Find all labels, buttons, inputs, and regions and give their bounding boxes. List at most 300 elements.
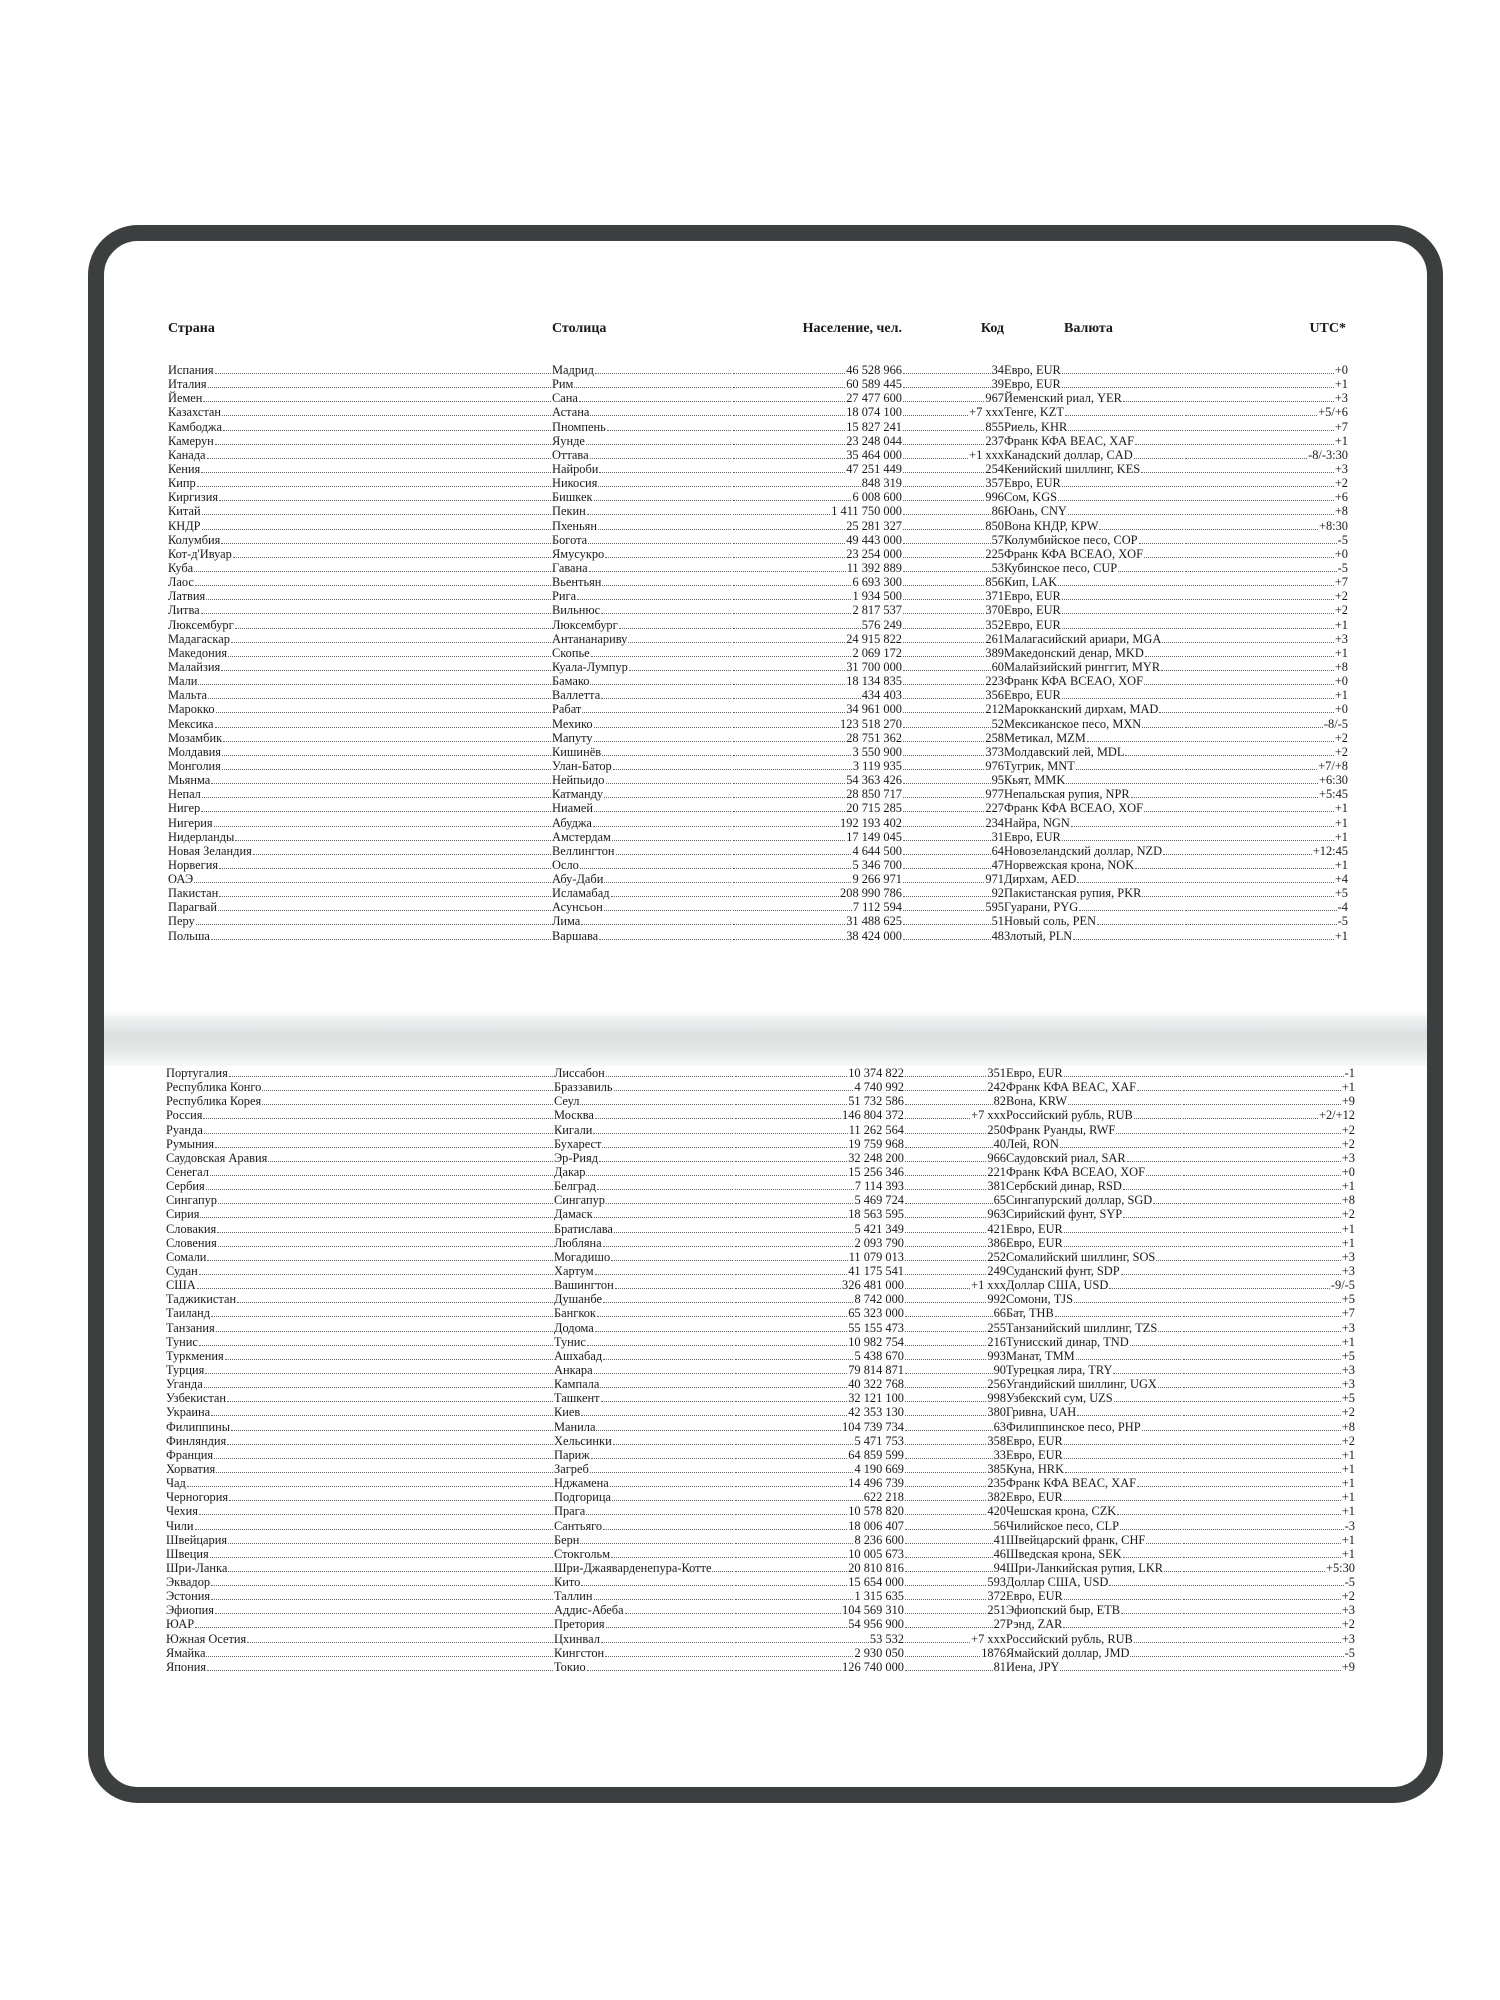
country-cell <box>168 504 552 518</box>
code-cell-text: 356 <box>985 688 1004 703</box>
currency-cell <box>1004 717 1184 731</box>
population-cell <box>734 1094 904 1108</box>
country-cell-text: Франция <box>166 1447 214 1462</box>
capital-cell-text: Браззавиль <box>554 1080 613 1095</box>
population-cell <box>734 1603 904 1617</box>
table-row <box>168 490 1348 504</box>
table-row <box>166 1250 1355 1264</box>
utc-cell-text: +1 <box>1341 1546 1355 1561</box>
population-cell <box>732 872 902 886</box>
dot-leader <box>587 1335 733 1346</box>
table-row <box>168 801 1348 815</box>
dot-leader <box>1185 561 1337 572</box>
utc-cell-text: +9 <box>1341 1094 1355 1109</box>
population-cell <box>732 533 902 547</box>
table-row <box>168 900 1348 914</box>
capital-cell-text: Манила <box>554 1419 596 1434</box>
code-cell <box>902 872 1004 886</box>
country-cell <box>166 1292 554 1306</box>
currency-cell-text: Тунисский динар, TND <box>1006 1334 1129 1349</box>
code-cell-text: 967 <box>985 391 1004 406</box>
dot-leader <box>581 1575 733 1586</box>
table-row <box>168 858 1348 872</box>
dot-leader <box>1185 816 1334 827</box>
capital-cell <box>552 674 732 688</box>
currency-cell-text: Мексиканское песо, MXN <box>1004 716 1142 731</box>
dot-leader <box>1185 717 1323 728</box>
capital-cell <box>554 1434 734 1448</box>
table-row <box>166 1207 1355 1221</box>
dot-leader <box>1183 1377 1341 1388</box>
utc-cell <box>1184 787 1348 801</box>
dot-leader <box>905 1108 970 1119</box>
population-cell-text: 15 256 346 <box>848 1164 904 1179</box>
dot-leader <box>903 434 984 445</box>
country-cell-text: Таджикистан <box>166 1292 237 1307</box>
country-cell-text: Молдавия <box>168 744 221 759</box>
utc-cell-text: +6:30 <box>1318 773 1348 788</box>
capital-cell <box>552 476 732 490</box>
utc-cell <box>1184 405 1348 419</box>
code-cell <box>902 363 1004 377</box>
dot-leader <box>1183 1094 1341 1105</box>
currency-cell-text: Дирхам, AED <box>1004 872 1077 887</box>
population-cell-text: 5 346 700 <box>852 857 902 872</box>
dot-leader <box>733 731 845 742</box>
dot-leader <box>616 844 731 855</box>
capital-cell-text: Подгорица <box>554 1490 612 1505</box>
population-cell-text: 18 006 407 <box>848 1518 904 1533</box>
code-cell-text: 966 <box>987 1150 1006 1165</box>
country-cell <box>166 1603 554 1617</box>
code-cell-text: 254 <box>985 461 1004 476</box>
capital-cell-text: Скопье <box>552 645 590 660</box>
country-cell-text: Кипр <box>168 476 196 491</box>
dot-leader <box>1064 1434 1181 1445</box>
population-cell-text: 10 005 673 <box>848 1546 904 1561</box>
dot-leader <box>735 1448 847 1459</box>
code-cell <box>902 688 1004 702</box>
dot-leader <box>905 1179 986 1190</box>
dot-leader <box>905 1391 986 1402</box>
capital-cell <box>552 363 732 377</box>
capital-cell-text: Эр-Рияд <box>554 1150 599 1165</box>
population-cell <box>732 490 902 504</box>
country-cell-text: Парагвай <box>168 900 218 915</box>
dot-leader <box>580 1533 733 1544</box>
dot-leader <box>1062 363 1183 374</box>
dot-leader <box>733 688 861 699</box>
currency-cell-text: Франк Руанды, RWF <box>1006 1122 1116 1137</box>
country-cell-text: Таиланд <box>166 1306 211 1321</box>
capital-cell <box>554 1165 734 1179</box>
code-cell-text: 65 <box>993 1193 1006 1208</box>
code-cell <box>902 914 1004 928</box>
currency-cell-text: Евро, EUR <box>1006 1490 1063 1505</box>
dot-leader <box>733 717 839 728</box>
population-cell-text: 5 438 670 <box>854 1348 904 1363</box>
utc-cell <box>1182 1377 1355 1391</box>
dot-leader <box>262 1080 553 1091</box>
code-cell <box>904 1179 1006 1193</box>
capital-cell <box>552 575 732 589</box>
population-cell-text: 326 481 000 <box>842 1278 904 1293</box>
capital-cell <box>554 1193 734 1207</box>
code-cell <box>904 1632 1006 1646</box>
country-cell <box>166 1321 554 1335</box>
capital-cell <box>552 830 732 844</box>
population-cell <box>734 1561 904 1575</box>
code-cell <box>902 632 1004 646</box>
population-cell-text: 23 248 044 <box>846 433 902 448</box>
population-cell-text: 192 193 402 <box>840 815 902 830</box>
dot-leader <box>228 1561 553 1572</box>
table-row <box>168 519 1348 533</box>
capital-cell <box>552 646 732 660</box>
currency-cell-text: Евро, EUR <box>1006 1066 1063 1080</box>
dot-leader <box>1185 490 1334 501</box>
currency-cell-text: Евро, EUR <box>1006 1447 1063 1462</box>
currency-cell <box>1004 830 1184 844</box>
dot-leader <box>606 1617 733 1628</box>
dot-leader <box>735 1250 848 1261</box>
currency-cell <box>1006 1603 1182 1617</box>
currency-cell <box>1006 1193 1182 1207</box>
dot-leader <box>903 618 984 629</box>
dot-leader <box>735 1236 853 1247</box>
country-cell <box>166 1519 554 1533</box>
currency-cell <box>1006 1561 1182 1575</box>
currency-cell-text: Чилийское песо, CLP <box>1006 1518 1120 1533</box>
capital-cell-text: Аддис-Абеба <box>554 1603 624 1618</box>
table-row <box>166 1391 1355 1405</box>
currency-cell <box>1006 1306 1182 1320</box>
dot-leader <box>206 589 551 600</box>
capital-cell-text: Люксембург <box>552 617 618 632</box>
utc-cell <box>1184 801 1348 815</box>
dot-leader <box>604 787 731 798</box>
country-cell-text: Саудовская Аравия <box>166 1150 268 1165</box>
dot-leader <box>581 1405 733 1416</box>
dot-leader <box>735 1575 847 1586</box>
utc-cell <box>1184 674 1348 688</box>
utc-cell <box>1184 363 1348 377</box>
capital-cell-text: Оттава <box>552 447 589 462</box>
currency-cell-text: Тенге, KZT <box>1004 405 1064 420</box>
dot-leader <box>597 1306 733 1317</box>
dot-leader <box>605 1646 733 1657</box>
table-row <box>168 363 1348 377</box>
dot-leader <box>215 1137 553 1148</box>
table-row <box>166 1490 1355 1504</box>
dot-leader <box>733 801 845 812</box>
code-cell-text: 41 <box>993 1532 1006 1547</box>
capital-cell-text: Мапуту <box>552 730 593 745</box>
country-cell <box>166 1094 554 1108</box>
dot-leader <box>1135 858 1183 869</box>
code-cell <box>902 519 1004 533</box>
header-capital: Столица <box>552 321 607 336</box>
population-cell-text: 47 251 449 <box>846 461 902 476</box>
capital-cell-text: Веллингтон <box>552 843 615 858</box>
country-cell-text: Люксембург <box>168 617 234 632</box>
capital-cell-text: Амстердам <box>552 829 611 844</box>
dot-leader <box>905 1264 986 1275</box>
utc-cell <box>1182 1660 1355 1674</box>
currency-cell-text: Евро, EUR <box>1004 688 1061 703</box>
dot-leader <box>207 1250 553 1261</box>
table-row <box>166 1434 1355 1448</box>
dot-leader <box>602 1137 733 1148</box>
dot-leader <box>1185 759 1317 770</box>
capital-cell <box>552 632 732 646</box>
code-cell-text: 1876 <box>981 1645 1006 1660</box>
population-cell <box>734 1335 904 1349</box>
code-cell-text: 53 <box>991 560 1004 575</box>
dot-leader <box>233 547 551 558</box>
country-cell-text: Литва <box>168 603 200 618</box>
utc-cell-text: +3 <box>1341 1377 1355 1392</box>
country-cell-text: Сингапур <box>166 1193 217 1208</box>
dot-leader <box>903 462 984 473</box>
currency-cell-text: Гуарани, PYG <box>1004 900 1079 915</box>
dot-leader <box>587 1660 733 1671</box>
dot-leader <box>594 1207 733 1218</box>
currency-cell-text: Юань, CNY <box>1004 504 1067 519</box>
capital-cell-text: Богота <box>552 532 588 547</box>
dot-leader <box>204 1123 553 1134</box>
country-cell <box>168 858 552 872</box>
utc-cell-text: +2 <box>1341 1122 1355 1137</box>
dot-leader <box>235 830 551 841</box>
population-cell <box>734 1405 904 1419</box>
capital-cell <box>552 745 732 759</box>
capital-cell-text: Хельсинки <box>554 1433 612 1448</box>
currency-cell-text: Кип, LAK <box>1004 575 1058 590</box>
population-cell <box>732 420 902 434</box>
code-cell <box>904 1660 1006 1674</box>
utc-cell <box>1182 1250 1355 1264</box>
code-cell-text: 381 <box>987 1179 1006 1194</box>
code-cell <box>902 900 1004 914</box>
population-cell <box>734 1222 904 1236</box>
table-row <box>166 1547 1355 1561</box>
dot-leader <box>905 1321 986 1332</box>
dot-leader <box>733 575 851 586</box>
currency-cell <box>1004 476 1184 490</box>
country-cell <box>168 533 552 547</box>
currency-cell-text: Ямайский доллар, JMD <box>1006 1645 1130 1660</box>
capital-cell-text: Катманду <box>552 787 604 802</box>
dot-leader <box>1185 787 1318 798</box>
capital-cell <box>554 1660 734 1674</box>
country-cell <box>168 759 552 773</box>
dot-leader <box>905 1377 986 1388</box>
code-cell <box>902 462 1004 476</box>
dot-leader <box>905 1236 986 1247</box>
currency-cell <box>1006 1434 1182 1448</box>
capital-cell-text: Рабат <box>552 702 582 717</box>
dot-leader <box>905 1349 986 1360</box>
dot-leader <box>604 872 731 883</box>
population-cell-text: 848 319 <box>861 476 902 491</box>
utc-cell-text: +1 <box>1341 1221 1355 1236</box>
capital-cell-text: Бишкек <box>552 490 593 505</box>
dot-leader <box>593 816 731 827</box>
dot-leader <box>905 1278 970 1289</box>
dot-leader <box>211 1575 553 1586</box>
currency-cell-text: Сербский динар, RSD <box>1006 1179 1122 1194</box>
dot-leader <box>1185 872 1334 883</box>
dot-leader <box>905 1434 986 1445</box>
dot-leader <box>735 1462 853 1473</box>
country-cell-text: Нигер <box>168 801 201 816</box>
country-cell-text: Куба <box>168 560 194 575</box>
code-cell-text: 386 <box>987 1235 1006 1250</box>
country-cell <box>166 1420 554 1434</box>
population-cell-text: 34 961 000 <box>846 702 902 717</box>
dot-leader <box>610 1476 733 1487</box>
capital-cell <box>552 702 732 716</box>
utc-cell <box>1184 420 1348 434</box>
country-cell-text: Камерун <box>168 433 214 448</box>
currency-cell <box>1006 1292 1182 1306</box>
code-cell-text: 251 <box>987 1603 1006 1618</box>
dot-leader <box>201 801 551 812</box>
population-cell-text: 20 810 816 <box>848 1560 904 1575</box>
dot-leader <box>903 872 984 883</box>
country-cell <box>166 1533 554 1547</box>
country-cell-text: Туркмения <box>166 1348 224 1363</box>
capital-cell <box>552 405 732 419</box>
utc-cell <box>1184 476 1348 490</box>
code-cell-text: 227 <box>985 801 1004 816</box>
dot-leader <box>603 1236 733 1247</box>
currency-cell-text: Евро, EUR <box>1004 617 1061 632</box>
utc-cell-text: +5/+6 <box>1318 405 1348 420</box>
dot-leader <box>905 1660 993 1671</box>
dot-leader <box>735 1420 841 1431</box>
dot-leader <box>1097 914 1183 925</box>
dot-leader <box>253 844 551 855</box>
dot-leader <box>733 462 845 473</box>
code-cell-text: 81 <box>993 1659 1006 1674</box>
country-cell <box>166 1462 554 1476</box>
code-cell-text: 389 <box>985 645 1004 660</box>
dot-leader <box>735 1222 853 1233</box>
dot-leader <box>1120 1519 1181 1530</box>
capital-cell-text: Анкара <box>554 1362 593 1377</box>
code-cell <box>904 1292 1006 1306</box>
dot-leader <box>903 787 984 798</box>
country-cell-text: Финляндия <box>166 1433 227 1448</box>
code-cell <box>902 618 1004 632</box>
capital-cell-text: Лима <box>552 914 581 929</box>
country-cell <box>166 1363 554 1377</box>
utc-cell <box>1182 1448 1355 1462</box>
capital-cell <box>554 1278 734 1292</box>
utc-cell <box>1182 1236 1355 1250</box>
dot-leader <box>735 1151 847 1162</box>
population-cell <box>732 858 902 872</box>
country-cell <box>166 1589 554 1603</box>
dot-leader <box>1185 618 1334 629</box>
dot-leader <box>905 1151 986 1162</box>
dot-leader <box>602 745 731 756</box>
dot-leader <box>733 830 845 841</box>
dot-leader <box>202 519 551 530</box>
utc-cell-text: -8/-3:30 <box>1308 447 1348 462</box>
utc-cell <box>1182 1207 1355 1221</box>
dot-leader <box>1073 929 1183 940</box>
utc-cell-text: +4 <box>1334 872 1348 887</box>
dot-leader <box>211 1405 553 1416</box>
code-cell <box>902 476 1004 490</box>
dot-leader <box>1068 504 1183 515</box>
capital-cell <box>552 660 732 674</box>
dot-leader <box>903 519 984 530</box>
capital-cell-text: Никосия <box>552 476 598 491</box>
dot-leader <box>1185 745 1334 756</box>
country-cell-text: Словения <box>166 1235 217 1250</box>
code-cell-text: 95 <box>991 773 1004 788</box>
dot-leader <box>214 816 551 827</box>
table-row <box>166 1108 1355 1122</box>
dot-leader <box>735 1165 847 1176</box>
dot-leader <box>1062 618 1183 629</box>
capital-cell-text: Кито <box>554 1575 581 1590</box>
country-cell-text: Ямайка <box>166 1645 206 1660</box>
country-cell-text: Узбекистан <box>166 1391 227 1406</box>
currency-cell-text: Кенийский шиллинг, KES <box>1004 461 1141 476</box>
utc-cell-text: +8 <box>1341 1193 1355 1208</box>
code-cell <box>904 1207 1006 1221</box>
population-cell <box>734 1434 904 1448</box>
currency-cell-text: Евро, EUR <box>1004 377 1061 392</box>
dot-leader <box>735 1405 847 1416</box>
currency-cell-text: Бат, THB <box>1006 1306 1054 1321</box>
capital-cell-text: Шри-Джаяварденепура-Котте <box>554 1560 712 1575</box>
dot-leader <box>587 504 731 515</box>
code-cell-text: 421 <box>987 1221 1006 1236</box>
dot-leader <box>735 1589 853 1600</box>
capital-cell-text: Прага <box>554 1504 586 1519</box>
country-cell-text: Россия <box>166 1108 203 1123</box>
code-cell-text: 216 <box>987 1334 1006 1349</box>
currency-cell <box>1004 858 1184 872</box>
country-cell <box>168 632 552 646</box>
dot-leader <box>612 1490 733 1501</box>
dot-leader <box>1066 773 1183 784</box>
dot-leader <box>1185 462 1334 473</box>
dot-leader <box>604 900 731 911</box>
table-row <box>168 745 1348 759</box>
code-cell-text: 56 <box>993 1518 1006 1533</box>
population-cell <box>732 405 902 419</box>
population-cell-text: 42 353 130 <box>848 1405 904 1420</box>
dot-leader <box>1185 519 1318 530</box>
dot-leader <box>905 1617 993 1628</box>
dot-leader <box>1077 1405 1181 1416</box>
population-cell <box>734 1420 904 1434</box>
capital-cell <box>554 1547 734 1561</box>
dot-leader <box>733 872 851 883</box>
capital-cell-text: Лиссабон <box>554 1066 605 1080</box>
capital-cell-text: Стокгольм <box>554 1546 611 1561</box>
utc-cell-text: +8 <box>1334 659 1348 674</box>
country-cell-text: Кения <box>168 461 201 476</box>
country-cell-text: КНДР <box>168 518 201 533</box>
